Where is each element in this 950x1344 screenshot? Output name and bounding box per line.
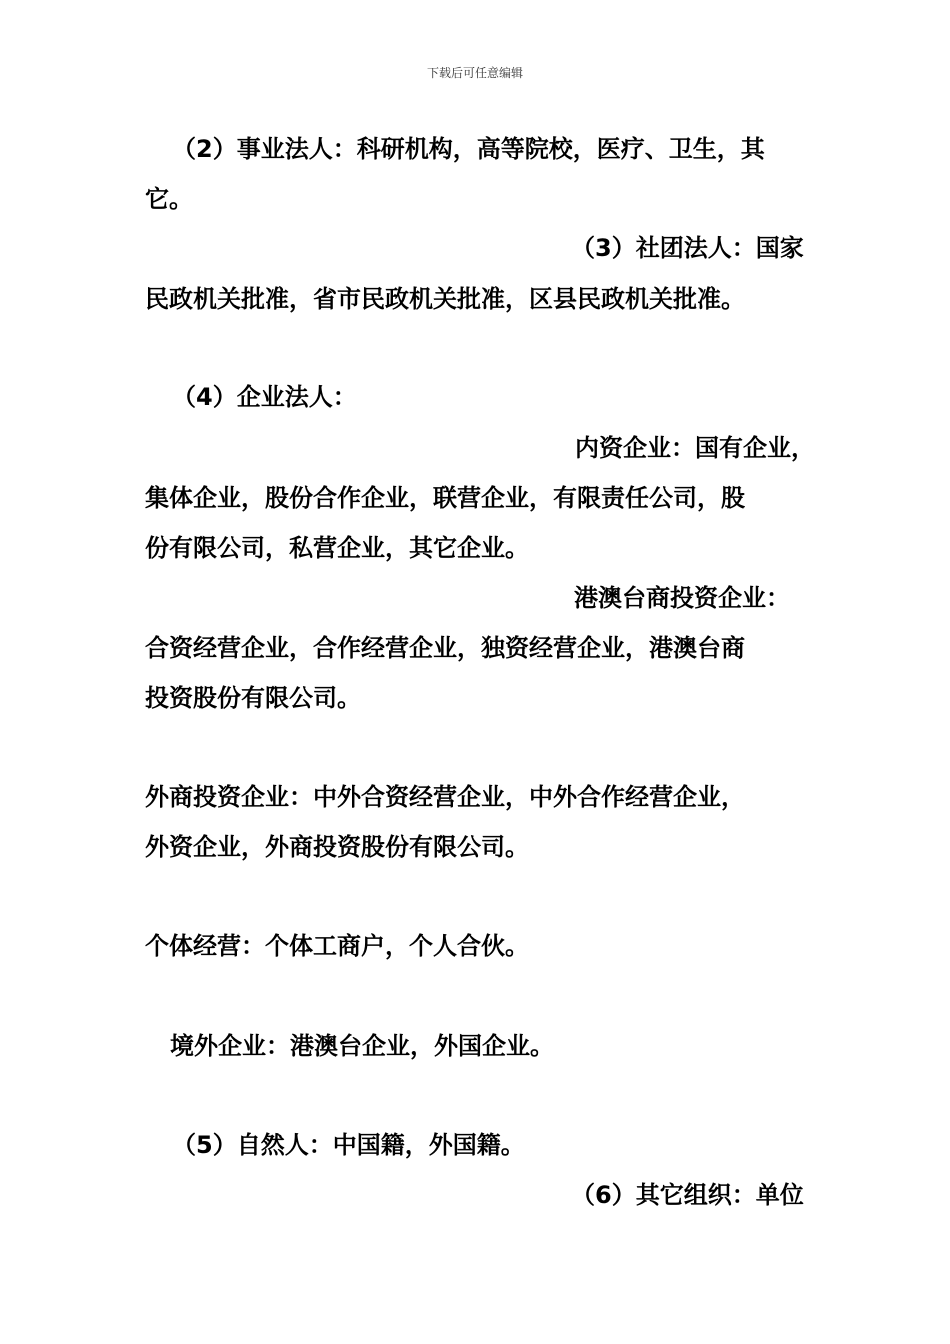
text-line-foreign-investment-enterprise: 外商投资企业：中外合资经营企业，中外合作经营企业，	[145, 783, 745, 811]
text-line-other-organization-6: （6）其它组织：单位	[571, 1181, 804, 1209]
text-line-legal-person-3: （3）社团法人：国家	[571, 234, 804, 262]
text-line-individual-business: 个体经营：个体工商户，个人合伙。	[145, 932, 529, 960]
text-line-hk-macao-taiwan-enterprise: 港澳台商投资企业：	[574, 584, 790, 612]
text-line-continuation: 集体企业，股份合作企业，联营企业，有限责任公司，股	[145, 484, 745, 512]
text-line-continuation: 投资股份有限公司。	[145, 684, 361, 712]
text-line-natural-person-5: （5）自然人：中国籍，外国籍。	[172, 1131, 525, 1159]
text-line-continuation: 份有限公司，私营企业，其它企业。	[145, 534, 529, 562]
text-line-domestic-enterprise: 内资企业：国有企业，	[575, 434, 815, 462]
text-line-continuation: 民政机关批准，省市民政机关批准，区县民政机关批准。	[145, 285, 745, 313]
text-line-continuation: 合资经营企业，合作经营企业，独资经营企业，港澳台商	[145, 634, 745, 662]
text-line-continuation: 外资企业，外商投资股份有限公司。	[145, 833, 529, 861]
text-line-continuation: 它。	[145, 185, 193, 213]
text-line-overseas-enterprise: 境外企业：港澳台企业，外国企业。	[170, 1032, 554, 1060]
page-header-note: 下载后可任意编辑	[426, 66, 523, 80]
text-line-legal-person-4: （4）企业法人：	[172, 383, 357, 411]
text-line-legal-person-2: （2）事业法人：科研机构，高等院校，医疗、卫生，其	[172, 135, 765, 163]
